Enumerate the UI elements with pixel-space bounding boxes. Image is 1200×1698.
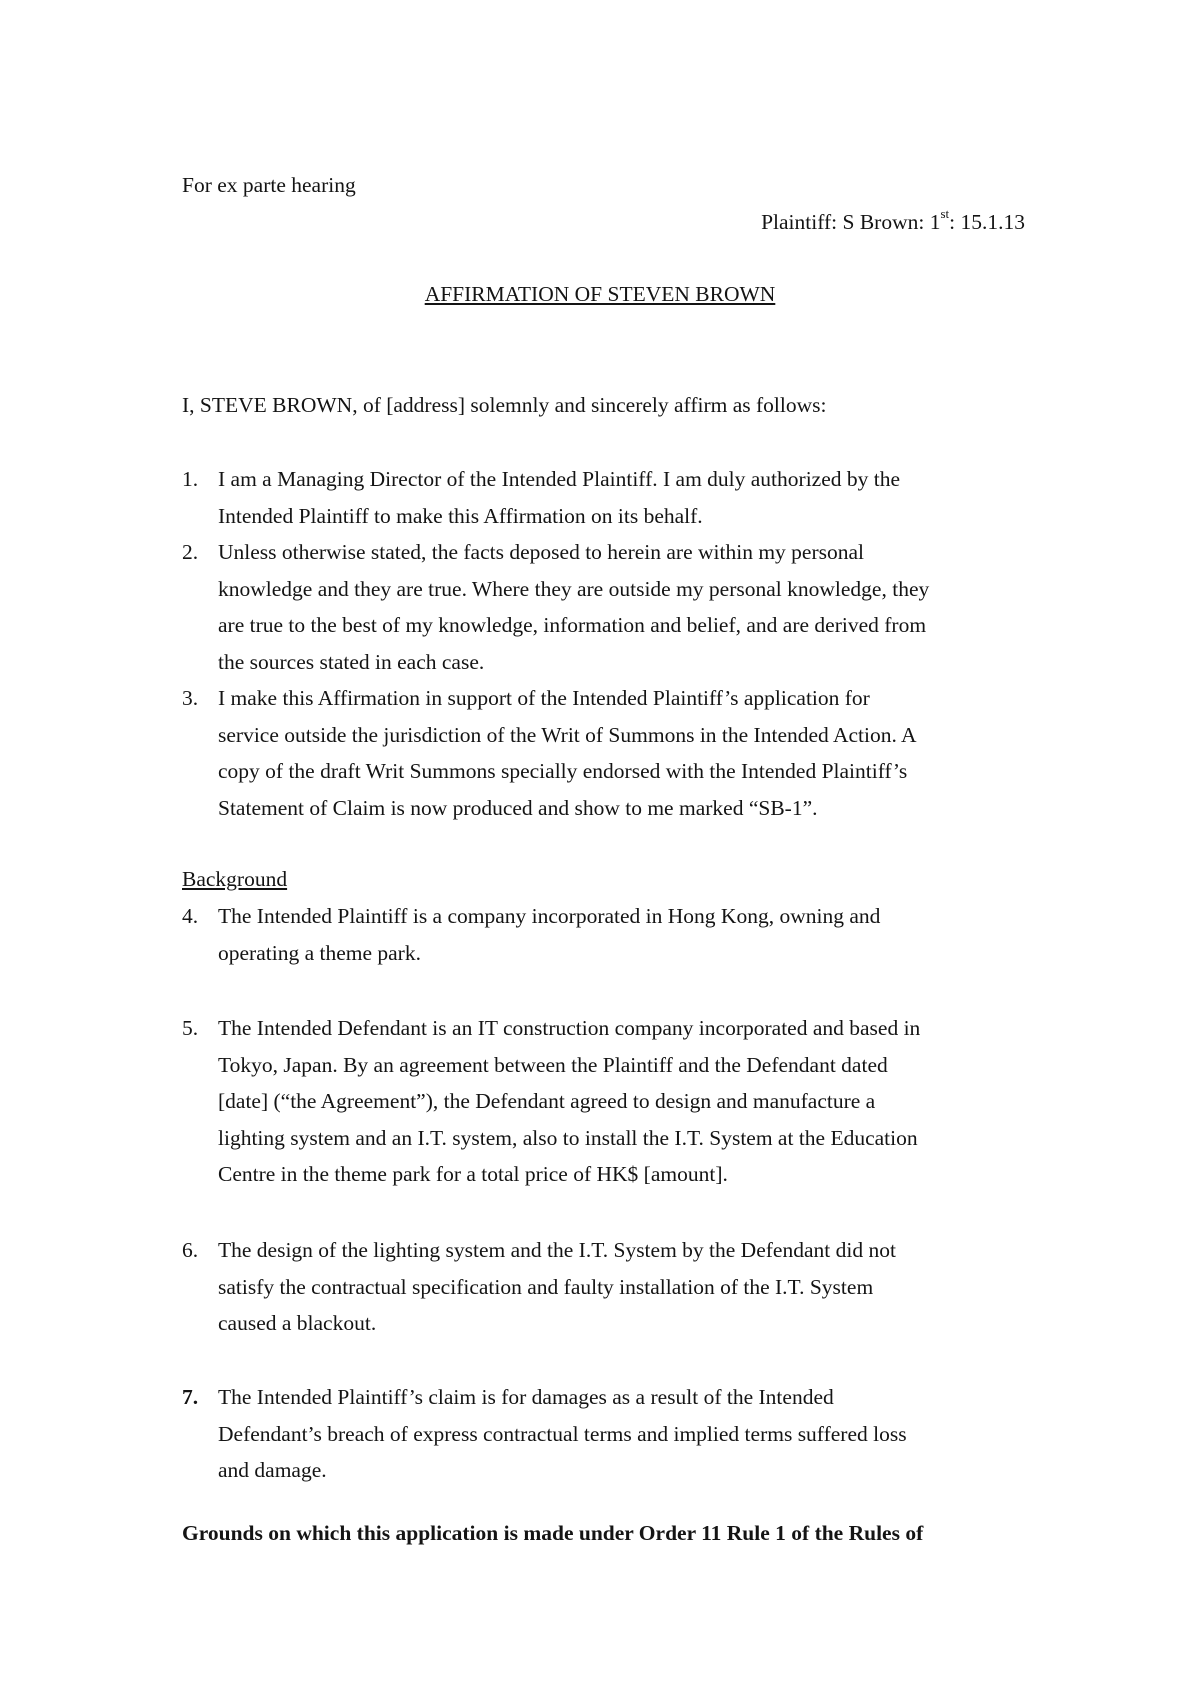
paragraph-line: Defendant’s breach of express contractual terms and implied terms suffered loss — [218, 1421, 907, 1446]
paragraph-line: Tokyo, Japan. By an agreement between the Plaintiff and the Defendant dated — [218, 1052, 888, 1077]
document-title-wrapper — [0, 276, 1200, 313]
paragraph-line: Unless otherwise stated, the facts deposed to herein are within my personal — [218, 540, 865, 564]
paragraph-number: 3. — [182, 686, 199, 710]
header-reference-superscript: st — [940, 205, 950, 221]
paragraph-5 — [182, 1010, 1027, 1193]
paragraph-number: 4. — [182, 904, 199, 928]
paragraph-text — [218, 461, 1027, 534]
paragraph-4 — [182, 898, 1027, 971]
paragraph-line: lighting system and an I.T. system, also to install the I.T. System at the Education — [218, 1125, 918, 1150]
paragraph-line: Statement of Claim is now produced and show to me marked “SB-1”. — [218, 795, 818, 820]
paragraph-line: caused a blackout. — [218, 1311, 377, 1335]
paragraph-7 — [182, 1379, 1027, 1489]
paragraph-text — [218, 534, 1027, 680]
paragraph-number: 2. — [182, 540, 199, 564]
header-reference — [761, 204, 1025, 241]
paragraph-line: copy of the draft Writ Summons specially endorsed with the Intended Plaintiff’s — [218, 759, 908, 783]
paragraph-text — [218, 898, 1027, 971]
paragraph-line: The Intended Defendant is an IT construction company incorporated and based in — [218, 1016, 921, 1040]
paragraph-2 — [182, 534, 1027, 680]
paragraph-number: 5. — [182, 1016, 199, 1040]
paragraph-text — [218, 1379, 1027, 1489]
paragraph-line: service outside the jurisdiction of the Writ of Summons in the Intended Action. A — [218, 722, 917, 747]
paragraph-number: 6. — [182, 1238, 199, 1262]
grounds-heading: Grounds on which this application is made under Order 11 Rule 1 of the Rules of — [182, 1521, 924, 1545]
paragraph-6 — [182, 1232, 1027, 1342]
paragraph-line: and damage. — [218, 1458, 327, 1482]
header-reference-date: : 15.1.13 — [949, 210, 1025, 234]
paragraph-line: Intended Plaintiff to make this Affirmation on its behalf. — [218, 503, 703, 528]
paragraph-line: Centre in the theme park for a total price of HK$ [amount]. — [218, 1162, 728, 1186]
paragraph-line: I am a Managing Director of the Intended Plaintiff. I am duly authorized by the — [218, 467, 901, 491]
paragraph-line: The Intended Plaintiff’s claim is for damages as a result of the Intended — [218, 1385, 834, 1409]
header-reference-main: Plaintiff: S Brown: 1 — [761, 210, 941, 234]
paragraph-line: satisfy the contractual specification and faulty installation of the I.T. System — [218, 1274, 874, 1299]
paragraph-number: 1. — [182, 467, 199, 491]
paragraph-3 — [182, 680, 1027, 826]
paragraph-line: the sources stated in each case. — [218, 649, 485, 674]
paragraph-line: are true to the best of my knowledge, information and belief, and are derived from — [218, 613, 927, 637]
paragraph-line: [date] (“the Agreement”), the Defendant agreed to design and manufacture a — [218, 1089, 876, 1113]
paragraph-1 — [182, 461, 1027, 534]
hearing-note: For ex parte hearing — [182, 173, 356, 197]
document-title: AFFIRMATION OF STEVEN BROWN — [424, 282, 776, 306]
section-heading-background-wrapper — [182, 861, 287, 898]
paragraph-text — [218, 680, 1027, 826]
paragraph-line: operating a theme park. — [218, 940, 421, 965]
intro-statement: I, STEVE BROWN, of [address] solemnly and sincerely affirm as follows: — [182, 393, 827, 417]
section-heading-background: Background — [182, 867, 288, 891]
paragraph-line: The Intended Plaintiff is a company incorporated in Hong Kong, owning and — [218, 904, 881, 928]
paragraph-line: knowledge and they are true. Where they are outside my personal knowledge, they — [218, 576, 930, 601]
paragraph-number: 7. — [182, 1385, 199, 1409]
paragraph-line: I make this Affirmation in support of the Intended Plaintiff’s application for — [218, 686, 870, 710]
paragraph-line: The design of the lighting system and the I.T. System by the Defendant did not — [218, 1238, 896, 1262]
paragraph-text — [218, 1232, 1027, 1342]
paragraph-text — [218, 1010, 1027, 1193]
